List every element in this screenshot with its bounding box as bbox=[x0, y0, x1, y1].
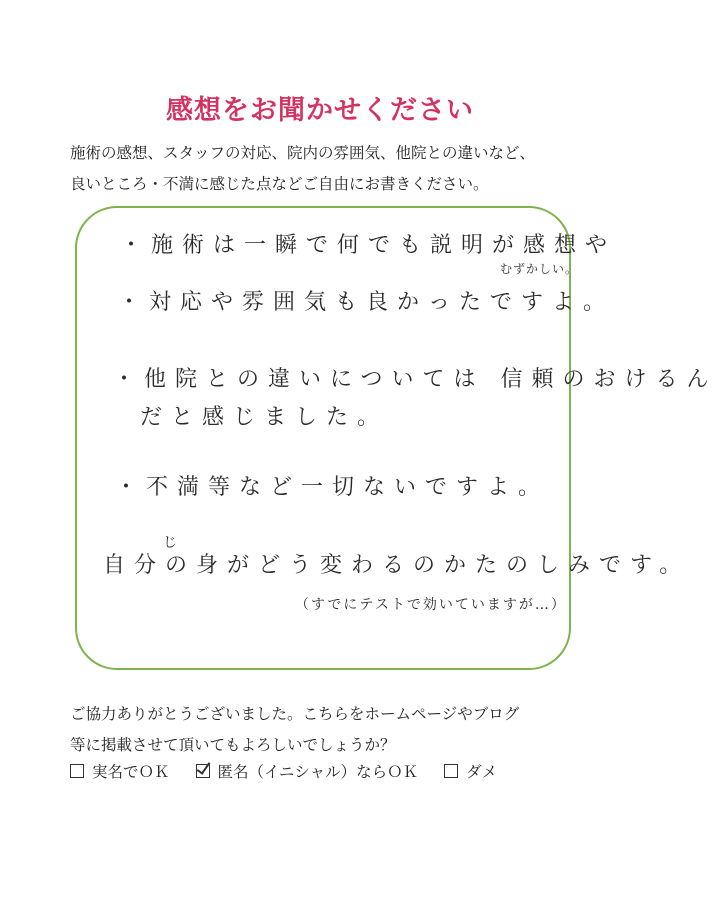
closing-line: ご協力ありがとうございました。こちらをホームページやブログ bbox=[70, 705, 520, 723]
handwritten-line: ・施術は一瞬で何でも説明が感想や bbox=[120, 233, 617, 258]
option-anonymous[interactable] bbox=[196, 760, 419, 782]
checkbox[interactable] bbox=[70, 764, 84, 778]
closing-line: 等に掲載させて頂いてもよろしいでしょうか？ bbox=[70, 736, 396, 754]
handwritten-note: むずかしい。 bbox=[500, 262, 579, 276]
handwritten-ruby: じ bbox=[163, 535, 179, 551]
handwritten-line: だと感じました。 bbox=[140, 405, 389, 430]
option-no[interactable] bbox=[444, 760, 497, 782]
intro-line: 良いところ・不満に感じた点などご自由にお書きください。 bbox=[70, 175, 489, 193]
handwritten-line: ・対応や雰囲気も良かったですよ。 bbox=[118, 290, 615, 315]
option-label: 匿名（イニシャル）ならＯＫ bbox=[217, 763, 419, 781]
handwritten-line: （すでにテストで効いていますが…） bbox=[295, 597, 567, 613]
checkbox-checked[interactable] bbox=[196, 764, 210, 778]
handwritten-line: ・他院との違いについては 信頼のおけるん bbox=[113, 367, 718, 392]
option-label: 実名でＯＫ bbox=[92, 763, 170, 781]
handwritten-line: 自分の身がどう変わるのかたのしみです。 bbox=[103, 553, 691, 578]
checkbox[interactable] bbox=[444, 764, 458, 778]
intro-line: 施術の感想、スタッフの対応、院内の雰囲気、他院との違いなど、 bbox=[70, 144, 536, 162]
option-real-name[interactable] bbox=[70, 760, 170, 782]
page-title: 感想をお聞かせください bbox=[166, 95, 474, 126]
consent-options bbox=[70, 760, 523, 782]
option-label: ダメ bbox=[466, 763, 498, 781]
handwritten-line: ・不満等など一切ないですよ。 bbox=[115, 475, 550, 500]
intro-text bbox=[70, 138, 590, 200]
closing-text bbox=[70, 699, 590, 761]
